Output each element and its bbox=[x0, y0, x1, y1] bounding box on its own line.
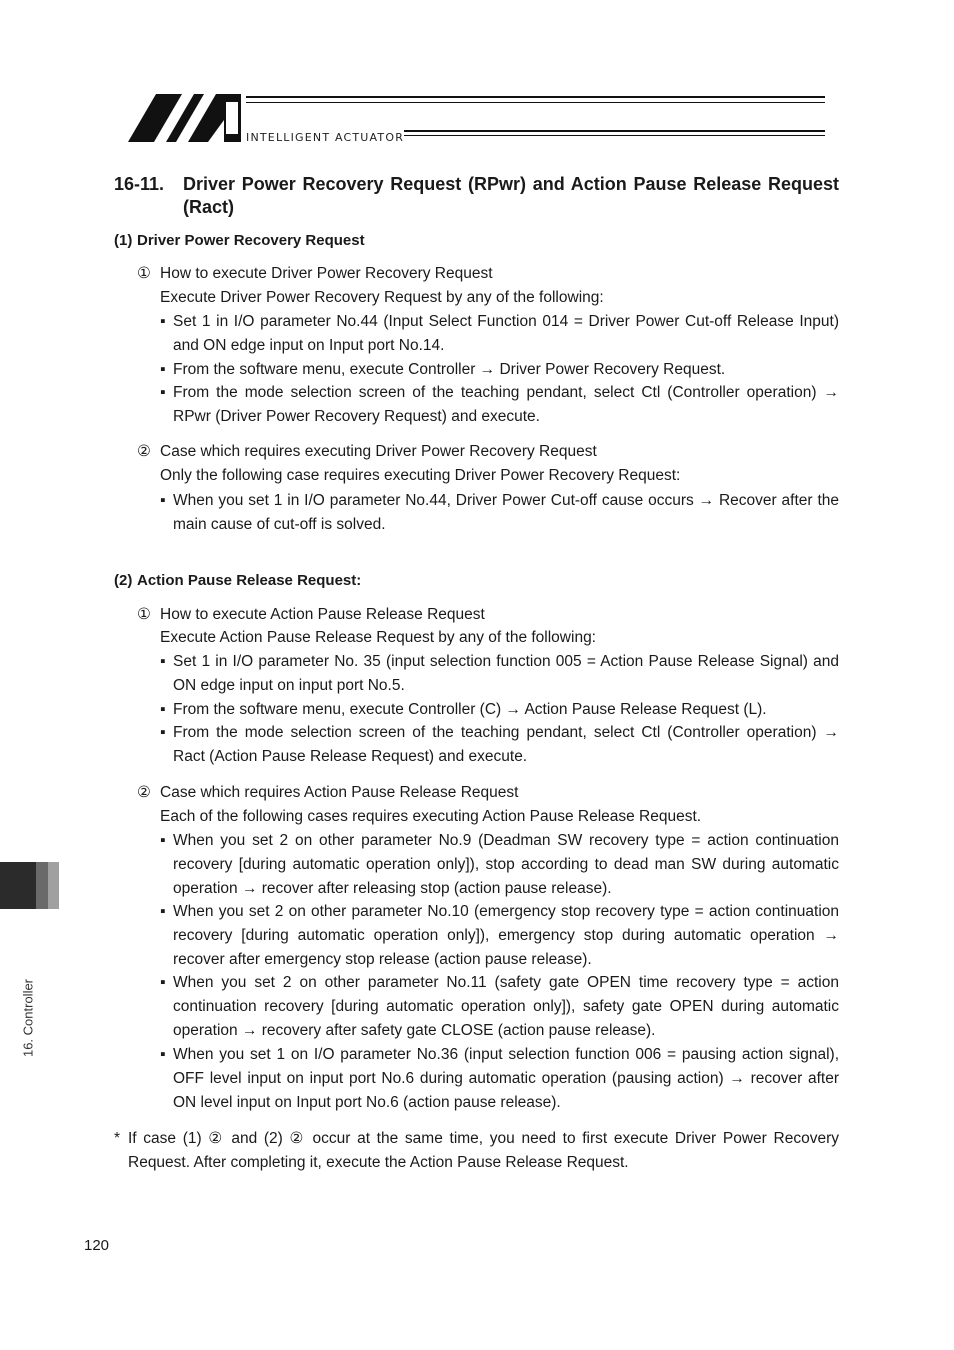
list-item: ▪ From the software menu, execute Controller (C) → Action Pause Release Request (L). bbox=[160, 701, 767, 718]
iai-logo-icon bbox=[128, 94, 244, 144]
part1-item2-intro: Only the following case requires executing Driver Power Recovery Request: bbox=[160, 467, 681, 484]
part1-item2-title: ② Case which requires executing Driver Power Recovery Request bbox=[137, 443, 597, 460]
part1-item1-title: ① How to execute Driver Power Recovery Request bbox=[137, 265, 493, 282]
header-rule-top-thin bbox=[246, 102, 825, 103]
list-item: ▪ Set 1 in I/O parameter No.44 (Input Select Function 014 = Driver Power Cut-off Release Input) and ON edge input on Input port No.14. bbox=[160, 313, 839, 354]
list-item: ▪ When you set 2 on other parameter No.11 (safety gate OPEN time recovery type = action continuation recovery [during automatic operation only]), safety gate OPEN during automatic operation → recovery after safety gate CLOSE (action pause release). bbox=[160, 974, 839, 1039]
header-rule-bottom-thin bbox=[404, 135, 825, 136]
part2-item2-intro: Each of the following cases requires executing Action Pause Release Request. bbox=[160, 808, 702, 825]
list-item: ▪ From the software menu, execute Controller → Driver Power Recovery Request. bbox=[160, 361, 726, 378]
part1-item1-intro: Execute Driver Power Recovery Request by any of the following: bbox=[160, 289, 604, 306]
list-item: ▪ From the mode selection screen of the teaching pendant, select Ctl (Controller operation) → RPwr (Driver Power Recovery Request) and execute. bbox=[160, 384, 839, 425]
list-item: ▪ When you set 1 on I/O parameter No.36 (input selection function 006 = pausing action signal), OFF level input on input port No.6 during automatic operation (pausing action) → recover after ON level input on Input port No.6 (action pause release). bbox=[160, 1046, 839, 1111]
list-item: ▪ When you set 2 on other parameter No.9 (Deadman SW recovery type = action continuation recovery [during automatic operation only]), stop according to dead man SW during automatic operation → recover after releasing stop (action pause release). bbox=[160, 832, 839, 897]
part1-heading: (1) Driver Power Recovery Request bbox=[114, 232, 365, 249]
chapter-tab-light bbox=[48, 862, 59, 909]
section-title bbox=[114, 173, 839, 219]
footnote: * If case (1) ② and (2) ② occur at the same time, you need to first execute Driver Power Recovery Request. After completing it, execute the Action Pause Release Request. bbox=[114, 1130, 839, 1171]
chapter-tab-dark bbox=[0, 862, 36, 909]
section-number: 16-11. bbox=[114, 174, 165, 194]
logo-text: INTELLIGENT ACTUATOR bbox=[246, 131, 405, 144]
list-item: ▪ When you set 1 in I/O parameter No.44, Driver Power Cut-off cause occurs → Recover after the main cause of cut-off is solved. bbox=[160, 492, 839, 533]
chapter-side-label: 16. Controller bbox=[20, 978, 36, 1058]
part2-item2-title: ② Case which requires Action Pause Release Request bbox=[137, 784, 519, 801]
list-item: ▪ From the mode selection screen of the teaching pendant, select Ctl (Controller operation) → Ract (Action Pause Release Request) and execute. bbox=[160, 724, 839, 765]
list-item: ▪ Set 1 in I/O parameter No. 35 (input selection function 005 = Action Pause Release Signal) and ON edge input on input port No.5. bbox=[160, 653, 839, 694]
part2-heading: (2) Action Pause Release Request: bbox=[114, 572, 362, 589]
header-rule-bottom bbox=[404, 130, 825, 132]
chapter-tab-mid bbox=[36, 862, 48, 909]
section-title-text: Driver Power Recovery Request (RPwr) and Action Pause Release Request (Ract) bbox=[183, 174, 839, 217]
part2-item1-intro: Execute Action Pause Release Request by any of the following: bbox=[160, 629, 596, 646]
list-item: ▪ When you set 2 on other parameter No.10 (emergency stop recovery type = action continuation recovery [during automatic operation only]), emergency stop during automatic operation → recover after emergency stop release (action pause release). bbox=[160, 903, 839, 968]
page-number: 120 bbox=[84, 1237, 110, 1254]
part2-item1-title: ① How to execute Action Pause Release Request bbox=[137, 606, 485, 623]
header-rule-top bbox=[246, 96, 825, 98]
